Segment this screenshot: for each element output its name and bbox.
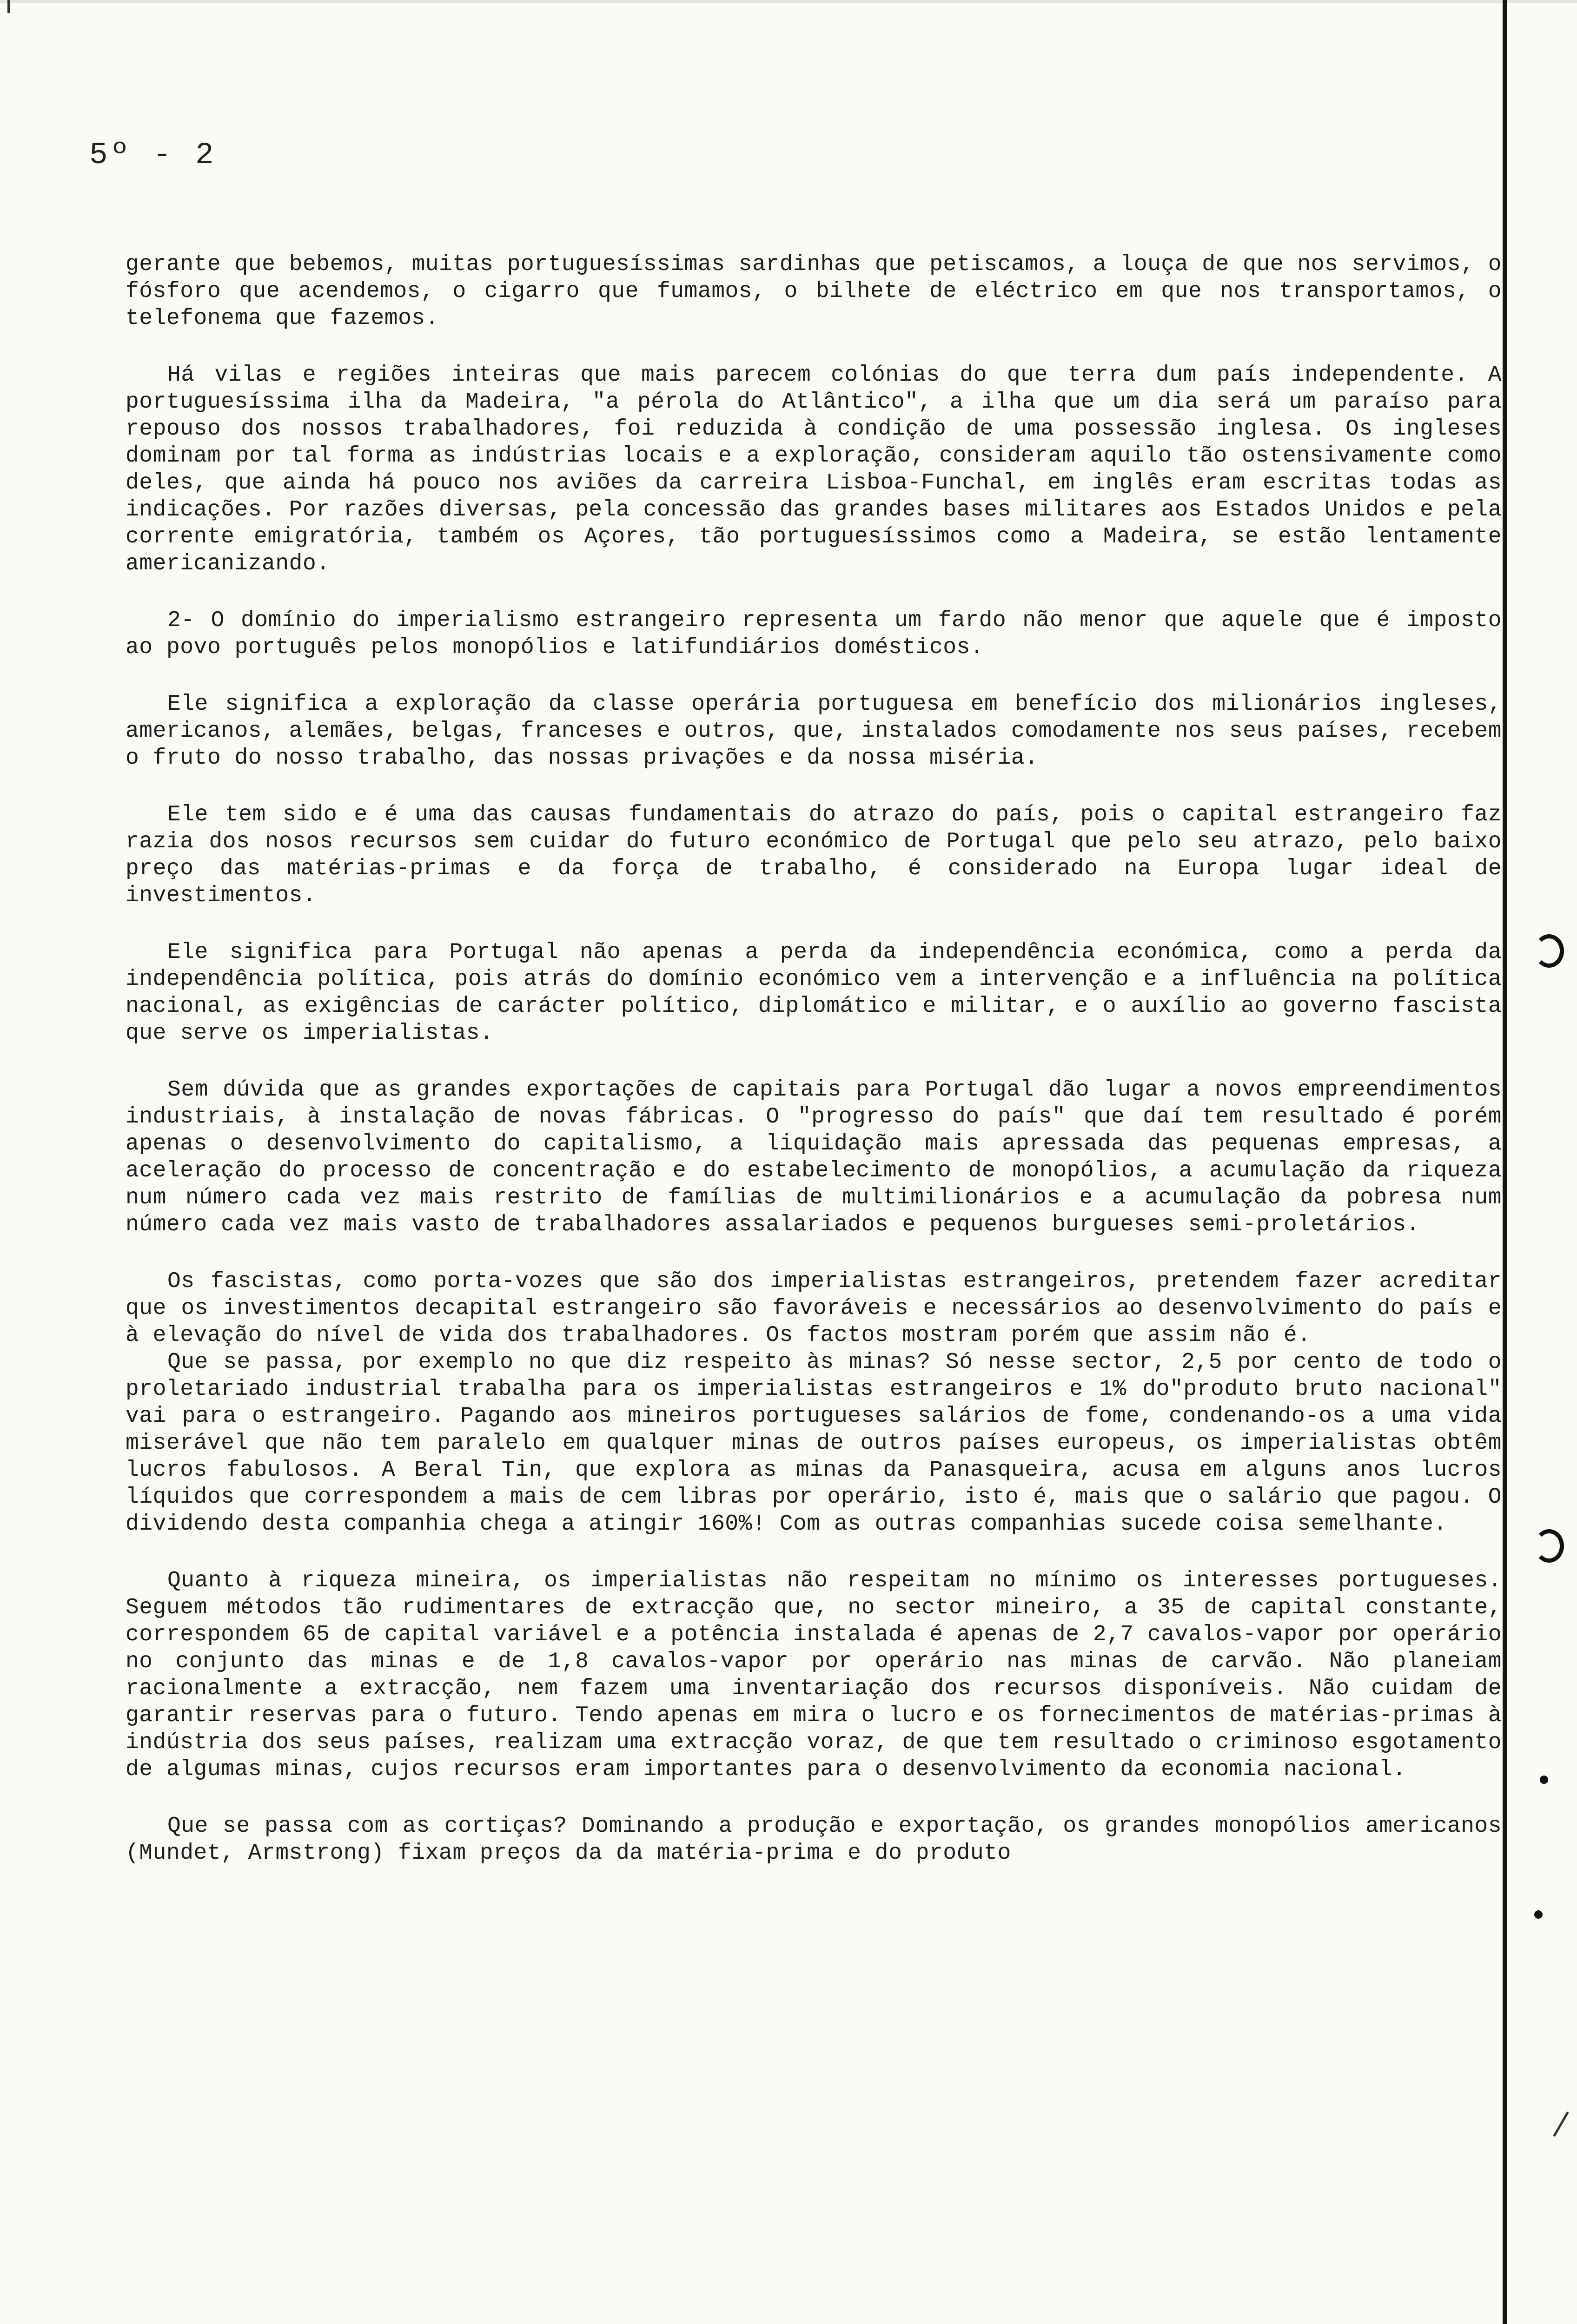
paragraph: Que se passa com as cortiças? Dominando a produção e exportação, os grandes monopólios americanos (Mundet, Armstrong) fixam preços da da matéria-prima e do produto — [126, 1814, 1502, 1866]
paragraph: gerante que bebemos, muitas portuguesíssimas sardinhas que petiscamos, a louça de que nos servimos, o fósforo que acendemos, o cigarro que fumamos, o bilhete de eléctrico em que nos transportamos, o telefonema que fazemos. — [126, 252, 1502, 331]
punch-hole-mark — [1534, 1529, 1564, 1563]
ink-dot — [1534, 1910, 1543, 1919]
punch-hole-mark — [1534, 934, 1564, 968]
paragraph: Ele tem sido e é uma das causas fundamentais do atrazo do país, pois o capital estrangeiro faz razia dos nosos recursos sem cuidar do futuro económico de Portugal que pelo seu atrazo, pelo baixo preço das matérias-primas e da força de trabalho, é considerado na Europa lugar ideal de investimentos. — [126, 802, 1502, 908]
paragraph: Ele significa para Portugal não apenas a perda da independência económica, como a perda da independência política, pois atrás do domínio económico vem a intervenção e a influência na política nacional, as exigências de carácter político, diplomático e militar, e o auxílio ao governo fascista que serve os imperialistas. — [126, 940, 1502, 1046]
paragraph: Ele significa a exploração da classe operária portuguesa em benefício dos milionários ingleses, americanos, alemães, belgas, franceses e outros, que, instalados comodamente nos seus países, recebem o fruto do nosso trabalho, das nossas privações e da nossa miséria. — [126, 692, 1502, 771]
paragraph: Os fascistas, como porta-vozes que são dos imperialistas estrangeiros, pretendem fazer acreditar que os investimentos decapital estrangeiro são favoráveis e necessários ao desenvolvimento do país e à elevação do nível de vida dos trabalhadores. Os factos mostram porém que assim não é. — [126, 1269, 1502, 1348]
page-number: 5º - 2 — [89, 138, 217, 172]
ink-dot — [1540, 1776, 1548, 1784]
paragraph: Há vilas e regiões inteiras que mais parecem colónias do que terra dum país independente. A portuguesíssima ilha da Madeira, "a pérola do Atlântico", a ilha que um dia será um paraíso para repouso dos nossos trabalhadores, foi reduzida à condição de uma possessão inglesa. Os ingleses dominam por tal forma as indústrias locais e a exploração, consideram aquilo tão ostensivamente como deles, que ainda há pouco nos aviões da carreira Lisboa-Funchal, em inglês eram escritas todas as indicações. Por razões diversas, pela concessão das grandes bases militares aos Estados Unidos e pela corrente emigratória, também os Açores, tão portuguesíssimos como a Madeira, se estão lentamente americanizando. — [126, 363, 1502, 576]
right-margin-line — [1503, 0, 1507, 2324]
paragraph: Que se passa, por exemplo no que diz respeito às minas? Só nesse sector, 2,5 por cento de todo o proletariado industrial trabalha para os imperialistas estrangeiros e 1% do"produto bruto nacional" vai para o estrangeiro. Pagando aos mineiros portugueses salários de fome, condenando-os a uma vida miserável que não tem paralelo em qualquer minas de outros países europeus, os imperialistas obtêm lucros fabulosos. A Beral Tin, que explora as minas da Panasqueira, acusa em alguns anos lucros líquidos que correspondem a mais de cem libras por operário, isto é, mais que o salário que pagou. O dividendo desta companhia chega a atingir 160%! Com as outras companhias sucede coisa semelhante. — [126, 1350, 1502, 1537]
margin-stroke — [1553, 2112, 1569, 2137]
top-edge — [0, 0, 1577, 3]
left-margin-mark — [7, 0, 10, 13]
paragraph: Quanto à riqueza mineira, os imperialistas não respeitam no mínimo os interesses portugueses. Seguem métodos tão rudimentares de extracção que, no sector mineiro, a 35 de capital constante, correspondem 65 de capital variável e a potência instalada é apenas de 2,7 cavalos-vapor por operário no conjunto das minas e de 1,8 cavalos-vapor por operário nas minas de carvão. Não planeiam racionalmente a extracção, nem fazem uma inventariação dos recursos disponíveis. Não cuidam de garantir reservas para o futuro. Tendo apenas em mira o lucro e os fornecimentos de matérias-primas à indústria dos seus países, realizam uma extracção voraz, de que tem resultado o criminoso esgotamento de algumas minas, cujos recursos eram importantes para o desenvolvimento da economia nacional. — [126, 1568, 1502, 1782]
body-text — [126, 251, 1502, 1896]
paragraph: Sem dúvida que as grandes exportações de capitais para Portugal dão lugar a novos empreendimentos industriais, à instalação de novas fábricas. O "progresso do país" que daí tem resultado é porém apenas o desenvolvimento do capitalismo, a liquidação mais apressada das pequenas empresas, a aceleração do processo de concentração e do estabelecimento de monopólios, a acumulação da riqueza num número cada vez mais restrito de famílias de multimilionários e a acumulação da pobresa num número cada vez mais vasto de trabalhadores assalariados e pequenos burgueses semi-proletários. — [126, 1077, 1502, 1237]
paragraph: 2- O domínio do imperialismo estrangeiro representa um fardo não menor que aquele que é imposto ao povo português pelos monopólios e latifundiários domésticos. — [126, 608, 1502, 660]
